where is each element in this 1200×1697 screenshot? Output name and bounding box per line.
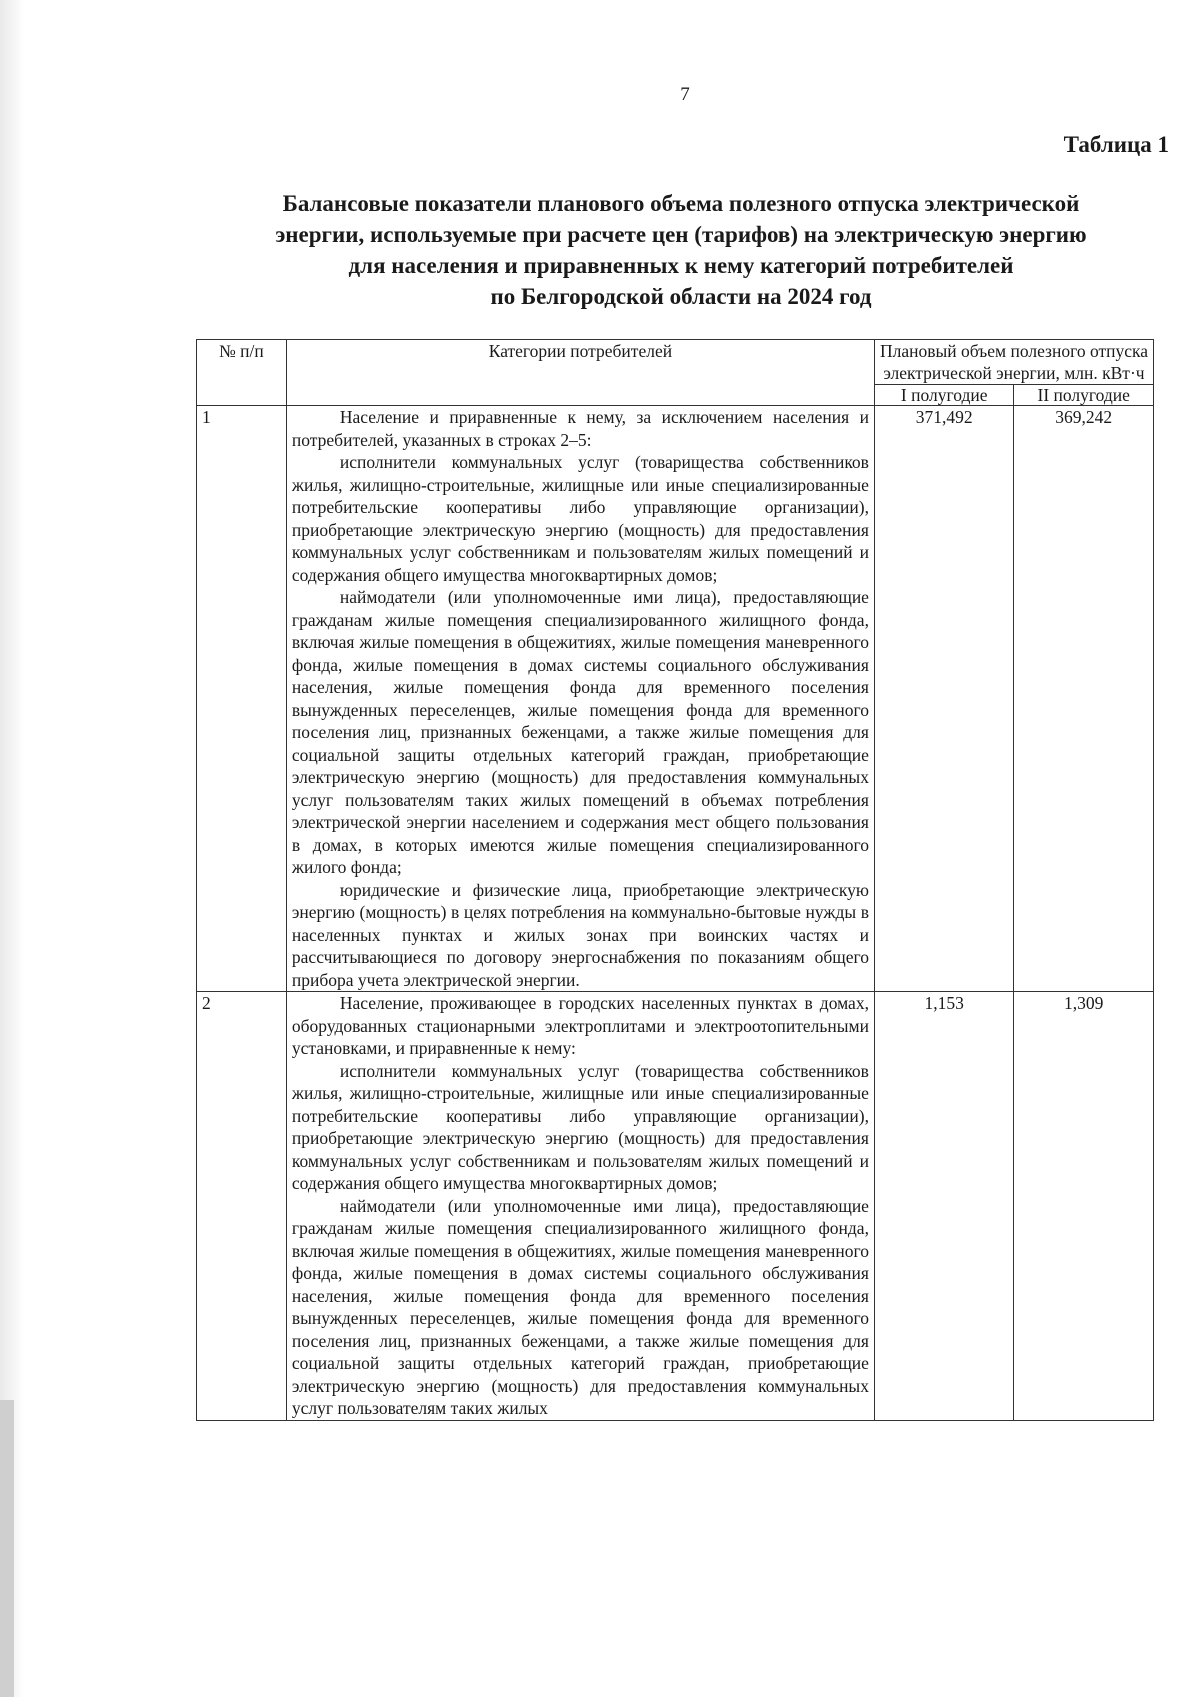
row-number: 1 — [197, 406, 287, 992]
header-category: Категории потребителей — [286, 340, 874, 406]
title-line: Балансовые показатели планового объема полезного отпуска электрической — [282, 191, 1080, 216]
table-row — [197, 992, 1154, 1421]
header-half2: II полугодие — [1014, 385, 1154, 406]
category-paragraph: исполнители коммунальных услуг (товарищества собственников жилья, жилищно-строительные, жилищные или иные специализированные потребительские кооперативы либо управляющие организации), приобретающие электрическую энергию (мощность) для предоставления коммунальных услуг собственникам и пользователям жилых помещений и содержания общего имущества многоквартирных домов; — [291, 1060, 869, 1193]
category-paragraph: наймодатели (или уполномоченные ими лица), предоставляющие гражданам жилые помещения специализированного жилищного фонда, включая жилые помещения в общежитиях, жилые помещения маневренного фонда, жилые помещения в домах системы социального обслуживания населения, жилые помещения фонда для временного поселения вынужденных переселенцев, жилые помещения фонда для временного поселения лиц, признанных беженцами, а также жилые помещения для социальной защиты отдельных категорий граждан, приобретающие электрическую энергию (мощность) для предоставления коммунальных услуг пользователям таких жилых помещений в объемах потребления электрической энергии населением и содержания мест общего пользования в домах, в которых имеются жилые помещения специализированного жилого фонда; — [291, 587, 869, 877]
category-paragraph: исполнители коммунальных услуг (товарищества собственников жилья, жилищно-строительные, жилищные или иные специализированные потребительские кооперативы либо управляющие организации), приобретающие электрическую энергию (мощность) для предоставления коммунальных услуг собственникам и пользователям жилых помещений и содержания общего имущества многоквартирных домов; — [291, 452, 869, 585]
category-paragraph: наймодатели (или уполномоченные ими лица), предоставляющие гражданам жилые помещения специализированного жилищного фонда, включая жилые помещения в общежитиях, жилые помещения маневренного фонда, жилые помещения в домах системы социального обслуживания населения, жилые помещения фонда для временного поселения вынужденных переселенцев, жилые помещения фонда для временного поселения лиц, признанных беженцами, а также жилые помещения для социальной защиты отдельных категорий граждан, приобретающие электрическую энергию (мощность) для предоставления коммунальных услуг пользователям таких жилых — [291, 1195, 869, 1418]
row-half1-value: 371,492 — [874, 406, 1014, 992]
category-paragraph: юридические и физические лица, приобретающие электрическую энергию (мощность) в целях потребления на коммунально-бытовые нужды в населенных пунктах и жилых зонах при воинских частях и рассчитывающиеся по договору энергоснабжения по показаниям общего прибора учета электрической энергии. — [291, 879, 869, 990]
row-category — [286, 406, 874, 992]
row-number: 2 — [197, 992, 287, 1421]
balance-table — [196, 339, 1154, 1421]
category-paragraph: Население и приравненные к нему, за исключением населения и потребителей, указанных в строках 2–5: — [291, 407, 869, 450]
title-line: по Белгородской области на 2024 год — [490, 284, 872, 309]
row-half2-value: 369,242 — [1014, 406, 1154, 992]
header-half1: I полугодие — [874, 385, 1014, 406]
title-line: для населения и приравненных к нему категорий потребителей — [348, 253, 1014, 278]
table-label: Таблица 1 — [1063, 132, 1169, 157]
table-row — [197, 406, 1154, 992]
page-number: 7 — [680, 84, 690, 105]
header-num: № п/п — [197, 340, 287, 406]
document-title — [176, 188, 1186, 312]
category-paragraph: Население, проживающее в городских населенных пунктах в домах, оборудованных стационарными электроплитами и электроотопительными установками, и приравненные к нему: — [291, 993, 869, 1058]
header-volume: Плановый объем полезного отпуска электрической энергии, млн. кВт·ч — [874, 340, 1153, 385]
row-category — [286, 992, 874, 1421]
title-line: энергии, используемые при расчете цен (тарифов) на электрическую энергию — [275, 222, 1087, 247]
scan-edge-shadow — [0, 1400, 14, 1697]
row-half2-value: 1,309 — [1014, 992, 1154, 1421]
row-half1-value: 1,153 — [874, 992, 1014, 1421]
